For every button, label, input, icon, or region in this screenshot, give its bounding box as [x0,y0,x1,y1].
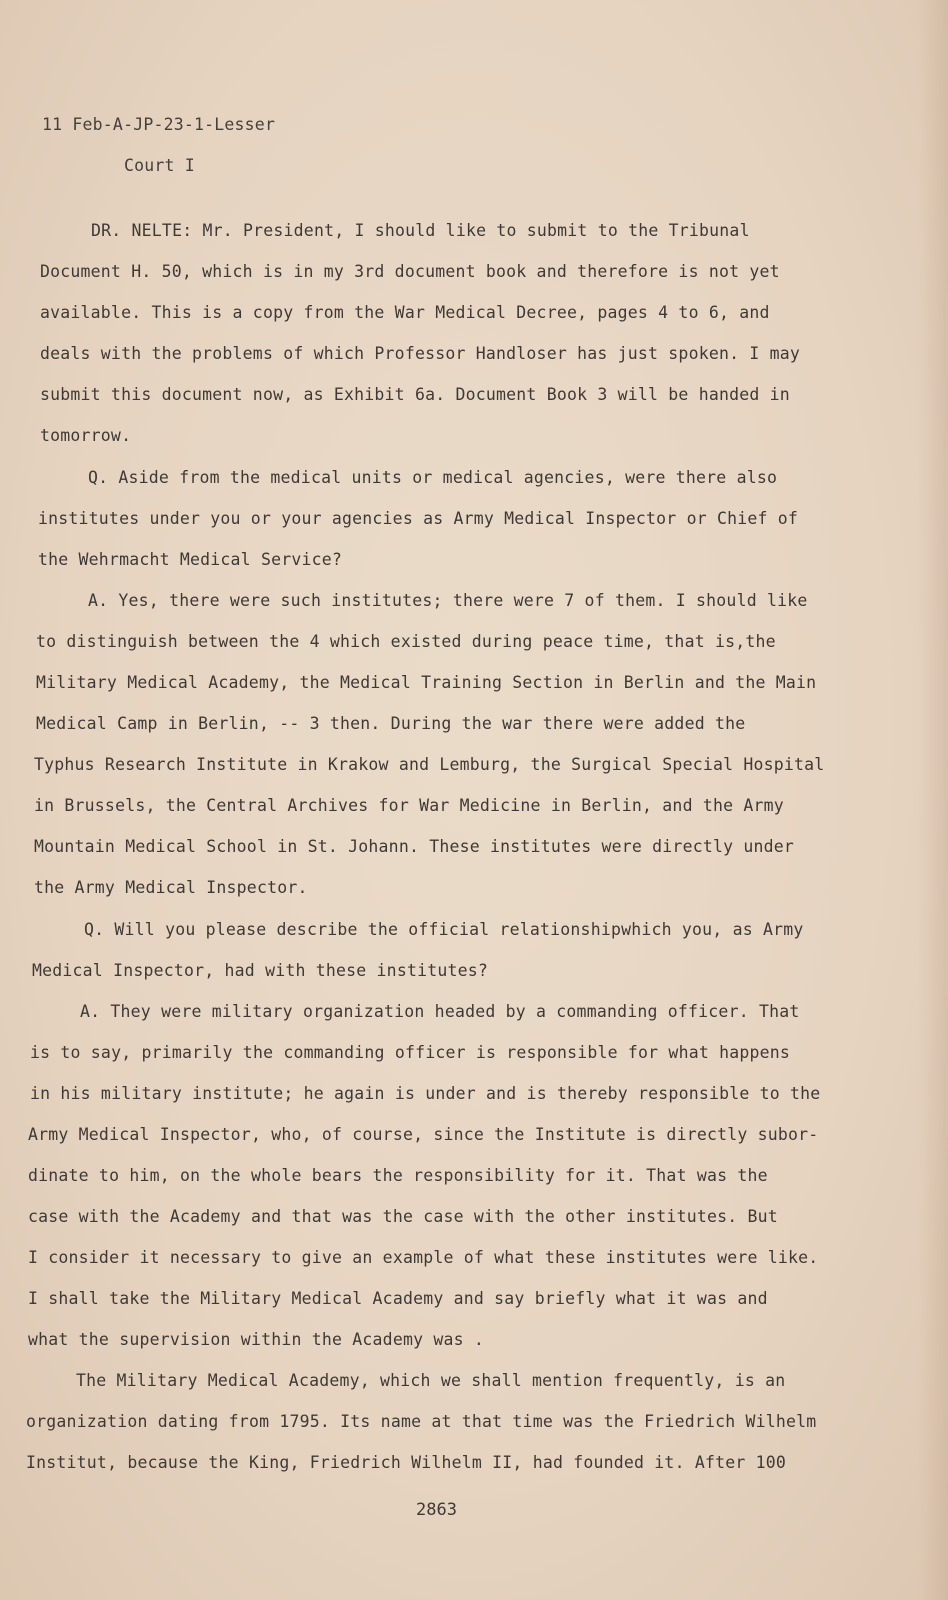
page-number: 2863 [416,1500,457,1520]
text-line: I consider it necessary to give an example of what these institutes were like. [28,1248,819,1267]
text-line: is to say, primarily the commanding officer is responsible for what happens [30,1043,791,1062]
text-line: A. They were military organization headed by a commanding officer. That [80,1002,800,1021]
text-line: Document H. 50, which is in my 3rd document book and therefore is not yet [40,262,780,281]
text-line: deals with the problems of which Professor Handloser has just spoken. I may [40,344,801,363]
text-line: Medical Camp in Berlin, -- 3 then. During the war there were added the [36,714,746,733]
text-line: A. Yes, there were such institutes; there were 7 of them. I should like [88,591,808,610]
text-line: organization dating from 1795. Its name at that time was the Friedrich Wilhelm [26,1412,817,1431]
text-line: Mountain Medical School in St. Johann. These institutes were directly under [34,837,795,856]
text-line: the Wehrmacht Medical Service? [38,550,343,569]
text-line: available. This is a copy from the War Medical Decree, pages 4 to 6, and [40,303,770,322]
text-line: the Army Medical Inspector. [34,878,308,897]
text-line: DR. NELTE: Mr. President, I should like to submit to the Tribunal [91,221,750,240]
text-line: I shall take the Military Medical Academy and say briefly what it was and [28,1289,768,1308]
text-line: Institut, because the King, Friedrich Wilhelm II, had founded it. After 100 [26,1453,787,1472]
text-line: institutes under you or your agencies as Army Medical Inspector or Chief of [38,509,799,528]
text-line: submit this document now, as Exhibit 6a. Document Book 3 will be handed in [40,385,790,404]
document-header-id: 11 Feb-A-JP-23-1-Lesser [42,115,276,134]
text-line: The Military Medical Academy, which we shall mention frequently, is an [76,1371,786,1390]
text-line: Q. Will you please describe the official relationshipwhich you, as Army [84,920,804,939]
text-line: Typhus Research Institute in Krakow and Lemburg, the Surgical Special Hospital [34,755,825,774]
text-line: in his military institute; he again is under and is thereby responsible to the [30,1084,821,1103]
text-line: tomorrow. [40,426,132,445]
text-line: Medical Inspector, had with these institutes? [32,961,489,980]
text-line: in Brussels, the Central Archives for War Medicine in Berlin, and the Army [34,796,784,815]
text-line: Army Medical Inspector, who, of course, since the Institute is directly subor- [28,1125,819,1144]
text-line: case with the Academy and that was the case with the other institutes. But [28,1207,778,1226]
text-line: dinate to him, on the whole bears the responsibility for it. That was the [28,1166,768,1185]
text-line: Q. Aside from the medical units or medical agencies, were there also [88,468,778,487]
document-header-court: Court I [124,156,195,175]
text-line: to distinguish between the 4 which existed during peace time, that is,the [36,632,776,651]
text-line: what the supervision within the Academy was . [28,1330,485,1349]
text-line: Military Medical Academy, the Medical Training Section in Berlin and the Main [36,673,817,692]
